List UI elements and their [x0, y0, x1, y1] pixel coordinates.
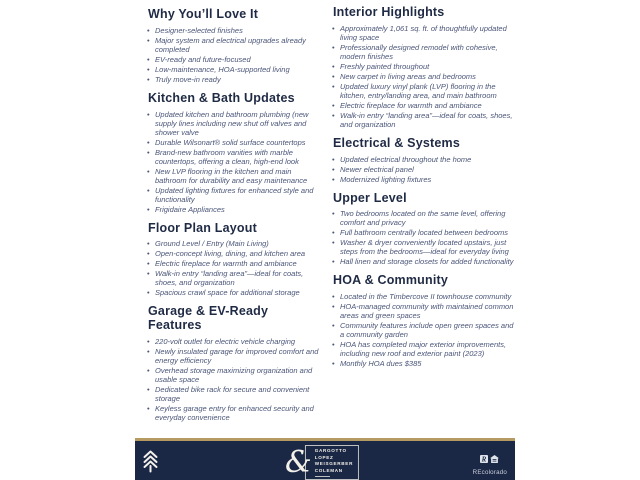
team-name: COLEMAN: [314, 467, 343, 473]
bullet-item: • Low-maintenance, HOA-supported living: [146, 65, 322, 74]
bullet-list: [146, 110, 322, 214]
bullet-item: • Keyless garage entry for enhanced security and everyday convenience: [146, 404, 322, 422]
bullet-item: • Hall linen and storage closets for added functionality: [331, 257, 519, 266]
bullet-item: • Community features include open green spaces and a community garden: [331, 321, 519, 339]
bullet-item: • Walk-in entry “landing area”—ideal for coats, shoes, and organization: [331, 111, 519, 129]
content-section: [146, 92, 322, 214]
team-name: LOPEZ: [314, 454, 334, 460]
section-heading: Why You’ll Love It: [148, 7, 259, 21]
bullet-list: [331, 209, 519, 266]
equal-housing-icon: [490, 450, 499, 468]
bullet-item: • Overhead storage maximizing organization and usable space: [146, 366, 322, 384]
section-heading: Kitchen & Bath Updates: [148, 90, 295, 105]
bullet-item: • Spacious crawl space for additional storage: [146, 288, 322, 297]
bullet-item: • Monthly HOA dues $385: [331, 359, 519, 368]
bullet-item: • Major system and electrical upgrades already completed: [146, 36, 322, 54]
bullet-item: • Open-concept living, dining, and kitchen area: [146, 249, 322, 258]
bullet-item: • HOA-managed community with maintained common areas and green spaces: [331, 302, 519, 320]
bullet-item: • Approximately 1,061 sq. ft. of thoughtfully updated living space: [331, 24, 519, 42]
team-name: WEISGERBER: [314, 461, 354, 467]
team-names-rule: [315, 476, 330, 477]
footer-bar: [135, 438, 515, 480]
recolorado-label: REcolorado: [472, 469, 507, 476]
bullet-item: • Located in the Timbercove II townhouse community: [331, 292, 519, 301]
bullet-item: • Two bedrooms located on the same level, offering comfort and privacy: [331, 209, 519, 227]
content-section: [146, 222, 322, 298]
bullet-item: • Washer & dryer conveniently located upstairs, just steps from the bedrooms—ideal for everyday living: [331, 238, 519, 256]
recolorado-icons: [473, 450, 507, 468]
bullet-item: • Dedicated bike rack for secure and convenient storage: [146, 385, 322, 403]
bullet-item: • Updated electrical throughout the home: [331, 155, 519, 164]
team-names-box: [305, 445, 359, 480]
bullet-item: • New carpet in living areas and bedrooms: [331, 72, 519, 81]
section-heading: Floor Plan Layout: [148, 220, 257, 235]
bullet-item: • Ground Level / Entry (Main Living): [146, 239, 322, 248]
bullet-item: • 220-volt outlet for electric vehicle charging: [146, 337, 322, 346]
bullet-item: • Durable Wilsonart® solid surface countertops: [146, 138, 322, 147]
bullet-item: • Updated luxury vinyl plank (LVP) flooring in the kitchen, entry/landing area, and main bathroom: [331, 82, 519, 100]
content-section: [146, 305, 322, 422]
team-logo: [285, 445, 359, 480]
content-section: [331, 137, 519, 184]
bullet-item: • EV-ready and future-focused: [146, 55, 322, 64]
realtor-r-icon: [480, 450, 488, 468]
bullet-item: • Brand-new bathroom vanities with marble countertops, offering a clean, high-end look: [146, 148, 322, 166]
content-section: [331, 274, 519, 368]
team-name: GARGOTTO: [314, 448, 347, 453]
bullet-item: • New LVP flooring in the kitchen and main bathroom for durability and easy maintenance: [146, 167, 322, 185]
flyer-page: [135, 0, 515, 480]
bullet-list: [331, 292, 519, 368]
bullet-item: • Walk-in entry “landing area”—ideal for coats, shoes, and organization: [146, 269, 322, 287]
bullet-list: [146, 26, 322, 84]
recolorado-mark: [473, 450, 507, 476]
bullet-item: • Frigidaire Appliances: [146, 205, 322, 214]
ampersand-glyph: &: [284, 444, 312, 480]
bullet-list: [331, 155, 519, 184]
content-section: [331, 6, 519, 129]
section-heading: Garage & EV-Ready Features: [148, 304, 269, 332]
content-section: [331, 192, 519, 267]
content-section: [146, 8, 322, 84]
bullet-item: • Electric fireplace for warmth and ambiance: [146, 259, 322, 268]
bullet-list: [146, 239, 322, 297]
bullet-item: • Modernized lighting fixtures: [331, 175, 519, 184]
bullet-item: • Newer electrical panel: [331, 165, 519, 174]
bullet-item: • Updated kitchen and bathroom plumbing (new supply lines including new shut off valves and shower valve: [146, 110, 322, 137]
bullet-item: • Truly move-in ready: [146, 75, 322, 84]
right-column: [331, 6, 519, 376]
bullet-item: • Full bathroom centrally located between bedrooms: [331, 228, 519, 237]
bullet-list: [331, 24, 519, 129]
bullet-item: • HOA has completed major exterior improvements, including new roof and exterior paint (2023): [331, 340, 519, 358]
bullet-item: • Professionally designed remodel with cohesive, modern finishes: [331, 43, 519, 61]
bullet-item: • Electric fireplace for warmth and ambiance: [331, 101, 519, 110]
bullet-list: [146, 337, 322, 422]
bullet-item: • Newly insulated garage for improved comfort and energy efficiency: [146, 347, 322, 365]
section-heading: Upper Level: [333, 190, 407, 205]
chevron-tree-icon: [142, 449, 159, 479]
svg-text:R: R: [481, 455, 487, 463]
bullet-item: • Freshly painted throughout: [331, 62, 519, 71]
section-heading: Interior Highlights: [333, 5, 445, 19]
section-heading: Electrical & Systems: [333, 135, 460, 150]
left-column: [146, 8, 322, 430]
bullet-item: • Designer-selected finishes: [146, 26, 322, 35]
section-heading: HOA & Community: [333, 273, 449, 288]
bullet-item: • Updated lighting fixtures for enhanced style and functionality: [146, 186, 322, 204]
